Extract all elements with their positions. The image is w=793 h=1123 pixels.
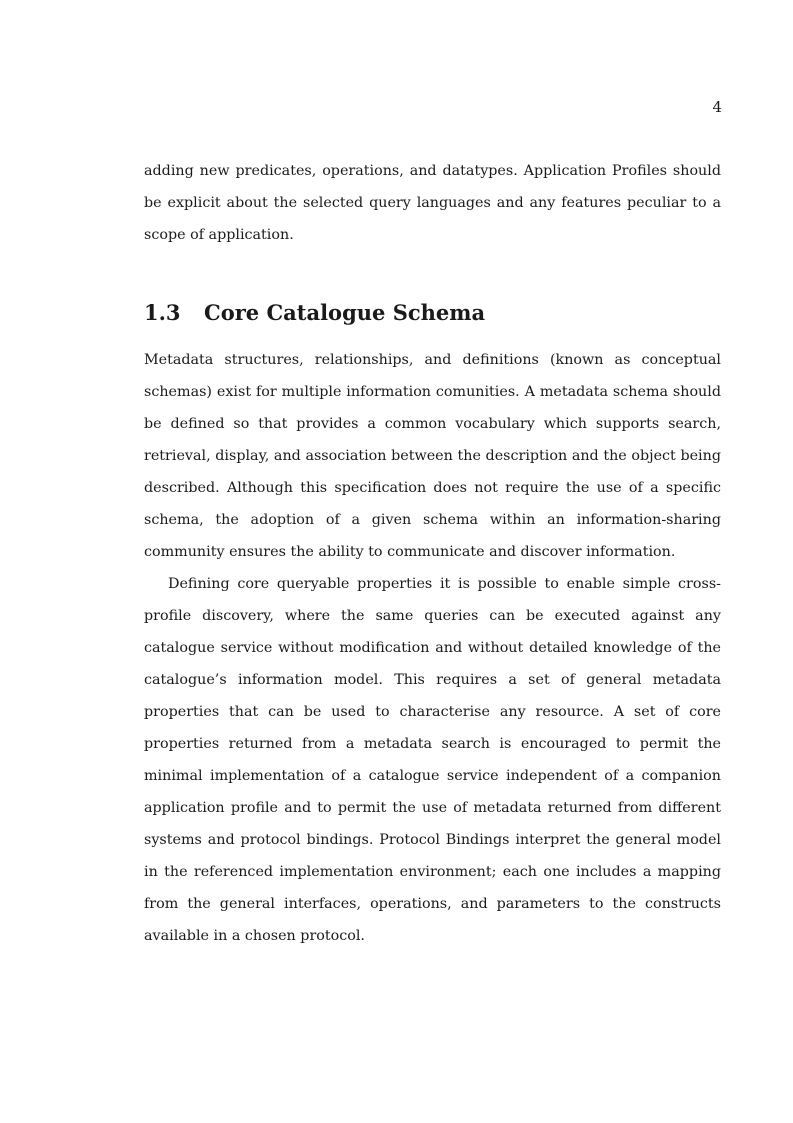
section-number: 1.3 xyxy=(144,300,181,325)
section-heading xyxy=(144,298,721,328)
paragraph-text: Defining core queryable properties it is possible to enable simple cross-profile discovery, where the same queries can be executed against any catalogue service without modification and without detailed knowledge of the catalogue’s information model. This requires a set of general metadata properties that can be used to characterise any resource. A set of core properties returned from a metadata search is encouraged to permit the minimal implementation of a catalogue service independent of a companion application profile and to permit the use of metadata returned from different systems and protocol bindings. Protocol Bindings interpret the general model in the referenced implementation environment; each one includes a mapping from the general interfaces, operations, and parameters to the constructs available in a chosen protocol. xyxy=(144,576,721,944)
section-paragraph-2 xyxy=(144,568,721,952)
paragraph-text: Metadata structures, relationships, and definitions (known as conceptual schemas) exist for multiple information comunities. A metadata schema should be defined so that provides a common vocabulary which supports search, retrieval, display, and association between the description and the object being described. Although this specification does not require the use of a specific schema, the adoption of a given schema within an information-sharing community ensures the ability to communicate and discover information. xyxy=(144,352,721,560)
paragraph-text: adding new predicates, operations, and datatypes. Application Profiles should be explicit about the selected query languages and any features peculiar to a scope of application. xyxy=(144,163,721,243)
section-paragraph-1 xyxy=(144,344,721,568)
page-number: 4 xyxy=(712,98,722,116)
intro-paragraph xyxy=(144,155,721,251)
section-title: Core Catalogue Schema xyxy=(204,300,486,325)
